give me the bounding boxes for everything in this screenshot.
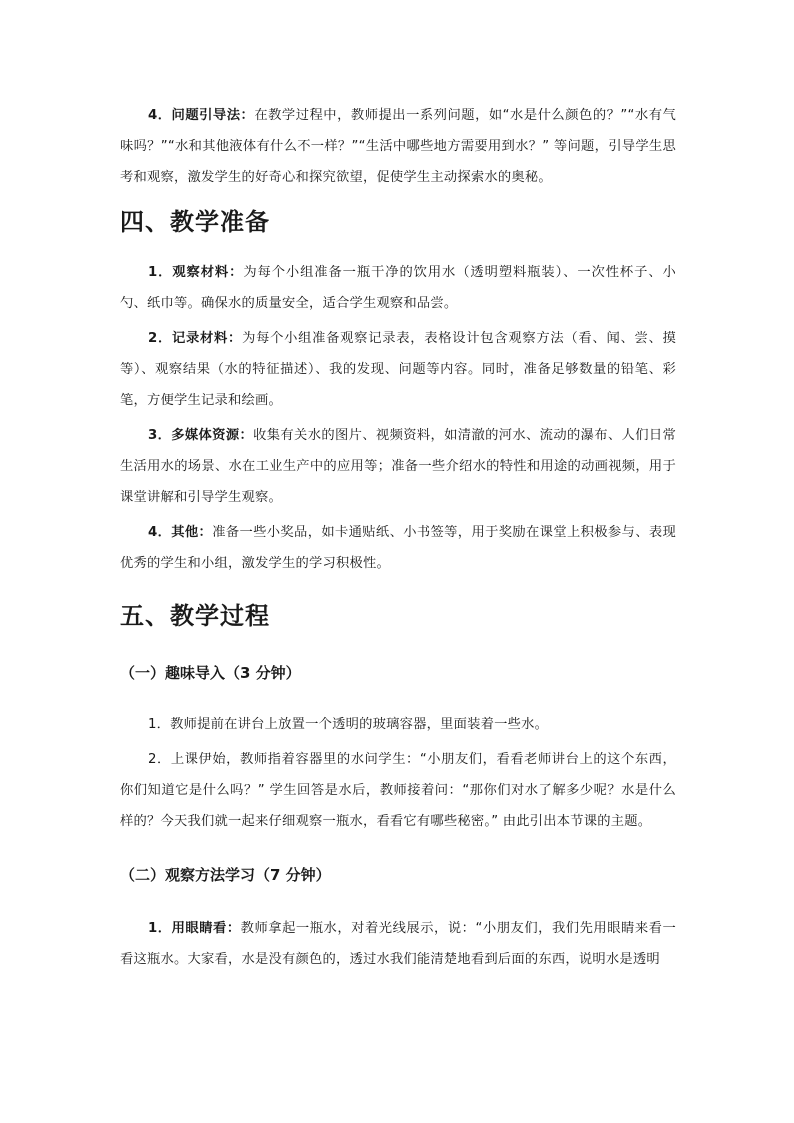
- item-text: 教师拿起一瓶水，对着光线展示，说：“小朋友们，我们先用眼睛来看一看这瓶水。大家看，水是没有颜色的，透过水我们能清楚地看到后面的东西，说明水是透明: [120, 921, 676, 967]
- prep-item-other: [120, 517, 676, 579]
- document-page: [120, 100, 676, 979]
- prep-item-recording-materials: [120, 323, 676, 416]
- item-label: 1．用眼睛看：: [148, 921, 241, 936]
- item-text: 为每个小组准备一瓶干净的饮用水（透明塑料瓶装）、一次性杯子、小勺、纸巾等。确保水的质量安全，适合学生观察和品尝。: [120, 265, 676, 311]
- section-heading-teaching-preparation: 四、教学准备: [120, 207, 270, 236]
- subsection-heading-observation-methods: （二）观察方法学习（7 分钟）: [120, 866, 331, 884]
- paragraph-question-guiding-method: [120, 100, 676, 193]
- item-text: 收集有关水的图片、视频资料，如清澈的河水、流动的瀑布、人们日常生活用水的场景、水在工业生产中的应用等；准备一些介绍水的特性和用途的动画视频，用于课堂讲解和引导学生观察。: [120, 428, 676, 505]
- intro-paragraph-2: 2．上课伊始，教师指着容器里的水问学生：“小朋友们，看看老师讲台上的这个东西，你们知道它是什么吗？” 学生回答是水后，教师接着问：“那你们对水了解多少呢？水是什么样的？今天我们就一起来仔细观察一瓶水，看看它有哪些秘密。” 由此引出本节课的主题。: [120, 752, 676, 829]
- item-text: 准备一些小奖品，如卡通贴纸、小书签等，用于奖励在课堂上积极参与、表现优秀的学生和小组，激发学生的学习积极性。: [120, 525, 676, 571]
- item-label: 1．观察材料：: [148, 265, 244, 280]
- prep-item-multimedia-resources: [120, 420, 676, 513]
- subsection-heading-fun-introduction: （一）趣味导入（3 分钟）: [120, 664, 301, 682]
- item-label: 3．多媒体资源：: [148, 428, 254, 443]
- prep-item-observation-materials: [120, 257, 676, 319]
- method-paragraph-look-with-eyes: [120, 913, 676, 975]
- item-text: 在教学过程中，教师提出一系列问题，如“水是什么颜色的？”“水有气味吗？”“水和其他液体有什么不一样？”“生活中哪些地方需要用到水？” 等问题，引导学生思考和观察，激发学生的好奇心和探究欲望，促使学生主动探索水的奥秘。: [120, 108, 676, 185]
- section-heading-teaching-process: 五、教学过程: [120, 601, 270, 630]
- item-label: 4．问题引导法：: [148, 108, 255, 123]
- item-label: 4．其他：: [148, 525, 213, 540]
- item-text: 为每个小组准备观察记录表，表格设计包含观察方法（看、闻、尝、摸等）、观察结果（水的特征描述）、我的发现、问题等内容。同时，准备足够数量的铅笔、彩笔，方便学生记录和绘画。: [120, 331, 676, 408]
- intro-paragraph-1: 1．教师提前在讲台上放置一个透明的玻璃容器，里面装着一些水。: [148, 717, 549, 732]
- item-label: 2．记录材料：: [148, 331, 243, 346]
